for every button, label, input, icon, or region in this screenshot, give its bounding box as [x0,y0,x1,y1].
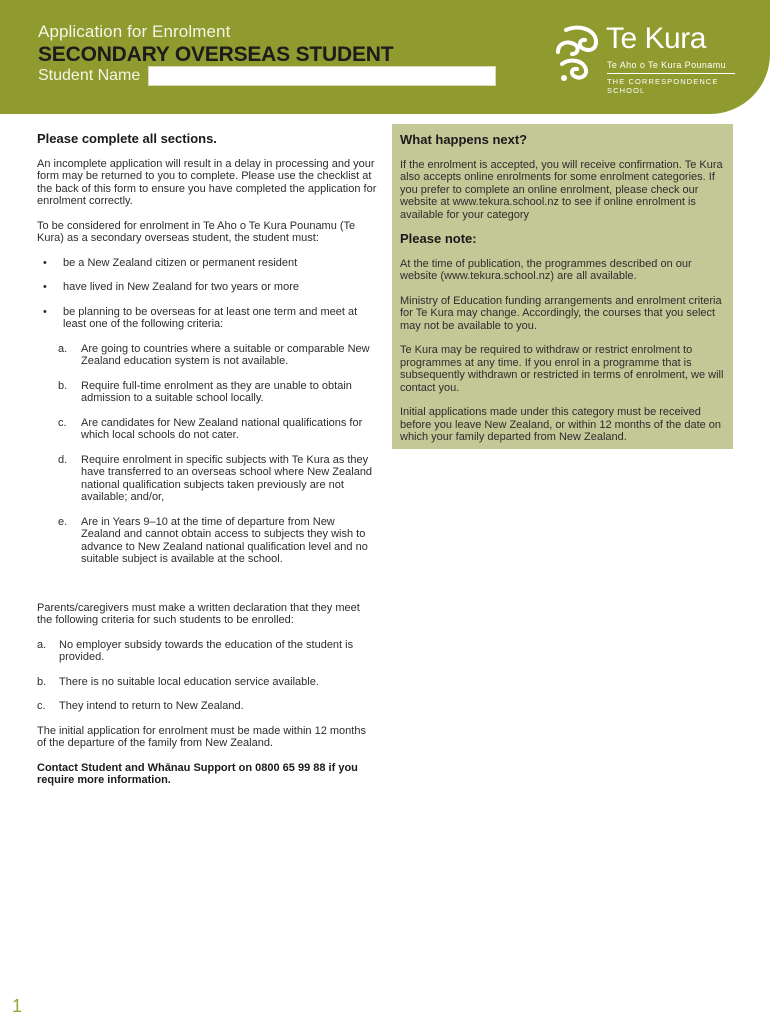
info-panel [392,124,733,449]
criteria-item [37,343,377,368]
logo-divider [607,73,735,74]
declaration-item [37,700,377,713]
withdraw-paragraph: Te Kura may be required to withdraw or restrict enrolment to programmes at any time. If you enrol in a programme that is subsequently withdrawn or restricted in terms of enrolment, we will contact you. [400,344,724,394]
declaration-text: No employer subsidy towards the education of the student is provided. [59,638,354,663]
criteria-item [37,380,377,405]
declaration-key: c. [37,700,46,712]
criteria-text: Are in Years 9–10 at the time of departure from New Zealand and cannot obtain access to subjects they wish to advance to New Zealand national qualification level and no suitable subject is available at the school. [81,515,368,565]
logo-tagline: THE CORRESPONDENCE SCHOOL [607,77,719,95]
application-title: Application for Enrolment [38,22,231,41]
declaration-item [37,639,377,664]
te-kura-logo [552,22,752,95]
declaration-paragraph: Parents/caregivers must make a written declaration that they meet the following criteria for such students to be enrolled: [37,601,360,626]
contact-paragraph: Contact Student and Whānau Support on 0800 65 99 88 if you require more information. [37,761,358,786]
logo-subtitle: Te Aho o Te Kura Pounamu [607,60,727,70]
bullet-text: be a New Zealand citizen or permanent resident [63,256,298,269]
instructions-column [37,133,377,799]
criteria-text: Require enrolment in specific subjects with Te Kura as they have transferred to an overseas school where New Zealand national qualification subjects taken previously are not available; and/or, [81,453,373,503]
criteria-key: a. [58,342,68,355]
criteria-key: c. [58,416,67,429]
criteria-text: Require full-time enrolment as they are unable to obtain admission to a suitable school locally. [81,379,352,404]
funding-paragraph: Ministry of Education funding arrangements and enrolment criteria for Te Kura may change. Accordingly, the courses that you select may not be available to you. [400,294,722,332]
eligibility-bullet: • be a New Zealand citizen or permanent resident [43,256,298,269]
criteria-key: e. [58,515,68,528]
declaration-text: There is no suitable local education service available. [59,675,319,688]
complete-sections-heading: Please complete all sections. [37,131,217,146]
form-header [0,0,770,114]
please-note-heading: Please note: [400,231,477,246]
student-name-field[interactable] [148,66,496,86]
what-happens-next-heading: What happens next? [400,132,528,147]
timing-paragraph: The initial application for enrolment must be made within 12 months of the departure of the family from New Zealand. [37,724,366,749]
form-title: SECONDARY OVERSEAS STUDENT [38,43,394,66]
logo-brand-name: Te Kura [606,22,706,55]
student-name-label: Student Name [38,67,141,84]
criteria-item [37,516,377,566]
criteria-item [37,417,377,442]
publication-paragraph: At the time of publication, the programmes described on our website (www.tekura.school.nz) are all available. [400,257,692,282]
eligibility-bullet: • have lived in New Zealand for two years or more [43,281,299,293]
criteria-key: b. [58,379,68,392]
intro-paragraph: An incomplete application will result in a delay in processing and your form may be returned to you to complete. Please use the checklist at the back of this form to ensure you have completed the application for enrolment correctly. [37,157,377,207]
confirmation-paragraph: If the enrolment is accepted, you will receive confirmation. Te Kura also accepts online enrolments for some enrolment categories. If you prefer to complete an online enrolment, please check our website at www.tekura.school.nz to see if online enrolment is available for your category [400,158,723,221]
te-kura-koru-icon [552,24,602,86]
criteria-text: Are candidates for New Zealand national qualifications for which local schools do not cater. [81,416,363,441]
declaration-text: They intend to return to New Zealand. [59,700,244,712]
declaration-key: a. [37,638,47,651]
eligibility-paragraph: To be considered for enrolment in Te Aho o Te Kura Pounamu (Te Kura) as a secondary overseas student, the student must: [37,219,356,244]
page-number: 1 [12,996,23,1016]
declaration-item [37,676,377,689]
criteria-item [37,454,377,504]
declaration-key: b. [37,675,47,688]
bullet-text: be planning to be overseas for at least one term and meet at least one of the following criteria: [63,305,358,330]
criteria-text: Are going to countries where a suitable or comparable New Zealand education system is not available. [81,342,370,367]
eligibility-bullet: • be planning to be overseas for at least one term and meet at least one of the following criteria: [43,305,358,330]
criteria-key: d. [58,453,68,466]
bullet-text: have lived in New Zealand for two years or more [63,281,299,293]
deadline-paragraph: Initial applications made under this category must be received before you leave New Zealand, or within 12 months of the date on which your family departed from New Zealand. [400,406,722,443]
